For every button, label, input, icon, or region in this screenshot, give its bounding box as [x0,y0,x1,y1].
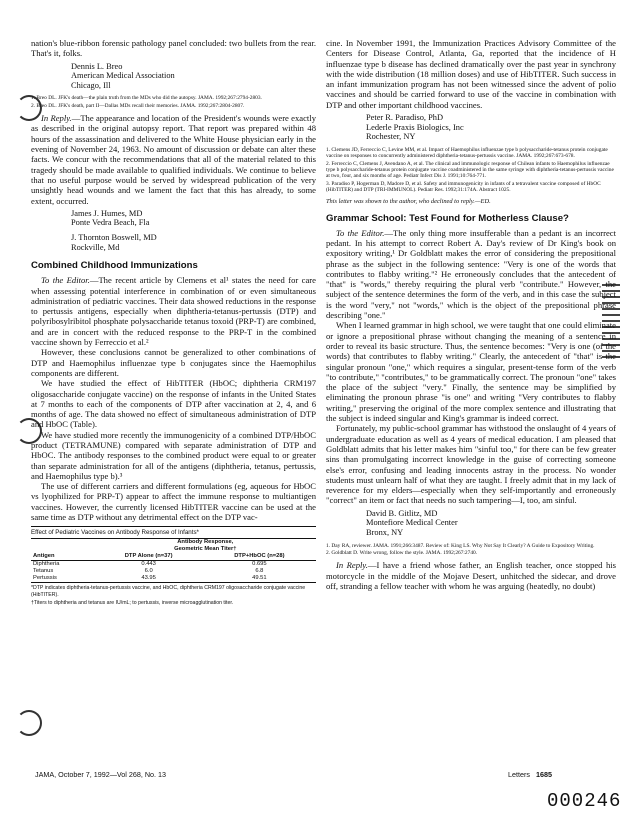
right-column [326,38,616,591]
table-row: Diphtheria 0.443 0.695 [33,561,267,568]
table-footnote: †Titers to diphtheria and tetanus are IU/mL; to pertussis, inverse microagglutination titer. [31,599,234,606]
immunization-paragraph: To the Editor.—The recent article by Clemens et al¹ states the need for care when assessing potential interference in combination of or even simultaneous administration of pediatric vaccines. Their data showed reductions in the response to pertussis antigens, especially when diphtheria-tetanus-pertussis (DTP) and polyribosylribitol phosphate polysaccharide tetanus toxoid (PRP-T) are combined, and are in concert with the reduced response to the PRP-T in the combined vaccine shown by Ferreccio et al.² [31,275,316,348]
section-heading-grammar: Grammar School: Test Found for Motherless Clause? [326,212,569,224]
paradiso-signature: Peter R. Paradiso, PhD Lederle Praxis Biologics, Inc Rochester, NY [366,113,464,142]
table-grid [31,539,316,583]
breo-references: 1. Breo DL. JFK's death—the plain truth from the MDs who did the autopsy. JAMA. 1992;267:2794-2803. 2. Breo DL. JFK's death, part II—Dallas MDs recall their memories. JAMA. 1992;267:2804-2807. [31,95,262,109]
immunization-paragraph: We have studied more recently the immunogenicity of a combined DTP/HbOC product (TETRAMUNE) compared with separate administration of DTP and HbOC. The antibody responses to the combined product were equal to or greater than separate administration for all of the antigens (diphtheria, tetanus, pertussis, and Haemophilus type b).³ [31,429,316,481]
letter-continuation: nation's blue-ribbon forensic pathology panel concluded: two bullets from the rear. That's it, folks. [31,38,316,59]
table-row: Tetanus 6.0 6.8 [33,568,264,575]
bates-number: 000246 [547,790,622,812]
section-heading-immunizations: Combined Childhood Immunizations [31,260,198,272]
grammar-references: 1. Day RA, reviewer. JAMA. 1991;266:3487. Review of: King LS. Why Not Say It Clearly? A Guide to Expository Writing. 2. Goldblatt D. Write wrong, follow the style. JAMA. 1992;267:2740. [326,542,595,556]
punch-hole-mark [16,710,42,736]
page-number: 1685 [535,770,552,779]
column-header: DTP Alone (n=37) [95,553,203,561]
immunization-paragraph: However, these conclusions cannot be generalized to other combinations of DTP and Haemophilus influenzae type b conjugates since the Haemophilus components are different. [31,347,316,378]
left-column [31,38,316,606]
table-row: Pertussis 43.95 49.51 [31,575,316,583]
page-footer: Letters 1685 [508,770,552,779]
table-title: Effect of Pediatric Vaccines on Antibody Response of Infants* [31,527,316,539]
editor-note: This letter was shown to the author, who declined to reply.—ED. [326,197,491,205]
immunization-references: 1. Clemens JD, Ferreccio C, Levine MM, et al. Impact of Haemophilus influenzae type b polysaccharide-tetanus protein conjugate vaccine on responses to concurrently administered diphtheria-tetanus-pertussis vaccine. JAMA. 1992;267:673-678. 2. Ferreccio C, Clemens J, Avendano A, et al. The clinical and immunologic response of Chilean infants to Haemophilus influenzae type b polysaccharide-tetanus protein conjugate vaccine coadministered in the same syringe with diphtheria-tetanus-pertussis vaccine at two, four, and six months of age. Pediatr Infect Dis J. 1991;10:764-771. 3. Paradiso P, Hogerman D, Madore D, et al. Safety and immunogenicity in infants of a tetravalent vaccine composed of HbOC (HibTITER) and DTP (TRI-IMMUNOL). Pediatr Res. 1992;31:174A. Abstract 1025. [326,146,614,194]
grammar-paragraph: To the Editor.—The only thing more insufferable than a pedant is an incorrect pedant. In his attempt to correct Robert A. Day's review of Dr King's book on expository writing,¹ Dr Goldblatt makes the error of considering the prepositional phrase as the subject in the following sentence: "Very is one of the words that contributes to flabby writing."² He erroneously concludes that the antecedent of "that" is "words," thereby requiring the plural verb "contribute." However, the subject of the sentence determines the form of the verb, and in this case the subject is the word "very," not "words," which is the object of the prepositional phrase describing "one." [326,227,616,321]
immunization-paragraph: The use of different carriers and different formulations (eg, aqueous for HbOC vs lyophilized for PRP-T) appear to affect the immune response to multiantigen vaccines. However, the currently licensed HibTITER vaccine can be used at the same time as DTP without any detrimental effect on the DTP vac- [31,481,316,523]
column-header: DTP+HbOC (n=28) [203,553,316,561]
boswell-signature: J. Thornton Boswell, MD Rockville, Md [71,233,157,252]
journal-citation: JAMA, October 7, 1992—Vol 268, No. 13 [35,770,167,779]
grammar-paragraph: Fortunately, my public-school grammar has withstood the onslaught of 4 years of undergraduate education as well as 4 years of medical education. I am pleased that Goldblatt admits that his letter makes him "sinful too," for there can be few greater sins than promulgating incorrect knowledge in the guise of correcting someone else's error, confusing and leading innocents astray in the process. No wonder students must unlearn half of what they are taught. I freely admit that in my lack of reverence for my elders—especially when they self-importantly and erroneously "correct" an item or fact that needs no such tampering—I, too, am sinful. [326,423,616,506]
column-header: Antigen [31,553,95,561]
grammar-paragraph: When I learned grammar in high school, we were taught that one could eliminate or ignore a prepositional phrase without changing the meaning of a sentence in order to reveal its basic structure. Thus, the sentence becomes: "Very is one (of the words) that contributes to flabby writing." Clearly, the antecedent of "that" is the singular pronoun "one," which requires a singular, present-tense form of the verb "to contribute," "contributes," to be grammatically correct. The pronoun "one" takes the place of the subject "very." Finally, the sentence may be simplified by eliminating the pronoun phrase "is one" and writing "Very contributes to flabby writing," preserving the original of the more complex sentence and illustrating that the subject is indeed singular and King's grammar is indeed correct. [326,320,616,424]
humes-signature: James J. Humes, MD Ponte Vedra Beach, Fla [71,208,150,228]
group-header: Antibody Response, Geometric Mean Titer† [174,539,237,553]
gitlitz-signature: David B. Gitlitz, MD Montefiore Medical Center Bronx, NY [366,508,458,537]
immunization-continuation: cine. In November 1991, the Immunization Practices Advisory Committee of the Centers for Disease Control, Atlanta, Ga, reported that the incidence of H influenzae type b disease has declined dramatically over the past year in synchrony with the wide distribution (18 million doses) and use of HibTITER. Such success in an infant immunization program has not been witnessed since the advent of polio vaccines and should be carried forward to use of the vaccine in combination with DTP and other important childhood vaccines. [326,38,616,110]
humes-reply: In Reply.—The appearance and location of the President's wounds were exactly as described in the original autopsy report. That report was prepared within 48 hours of the assassination and delivered to the White House physician early in the evening of November 24, 1963. No amount of discussion or debate can alter these facts. We concur with the recommendations that all of the material related to this tragedy should be made available to qualified individuals. We continue to believe that no useful purpose would be served by widespread publication of the very unsightly head wounds and we lament the fact that this has already, to some extent, occurred. [31,113,316,206]
table-footnote: *DTP indicates diphtheria-tetanus-pertussis vaccine, and HbOC, diphtheria CRM197 oligosaccharide conjugate vaccine (HibTITER). [31,585,306,598]
breo-signature: Dennis L. Breo American Medical Association Chicago, Ill [71,61,175,90]
immunization-paragraph: We have studied the effect of HibTITER (HbOC; diphtheria CRM197 oligosaccharide conjugate vaccine) on the response of infants in the United States at 7 months to each of the components of DTP after vaccination at 2, 4, and 6 months of age. The data showed no effect of simultaneous administration of DTP and HbOC (Table). [31,378,316,430]
grammar-reply: In Reply.—I have a friend whose father, an English teacher, once stopped his motorcycle in the middle of the Mojave Desert, unhitched the sidecar, and drove off, stranding a fellow teacher with whom he was arguing (heatedly, no doubt) [326,560,616,591]
antibody-response-table [31,526,316,606]
